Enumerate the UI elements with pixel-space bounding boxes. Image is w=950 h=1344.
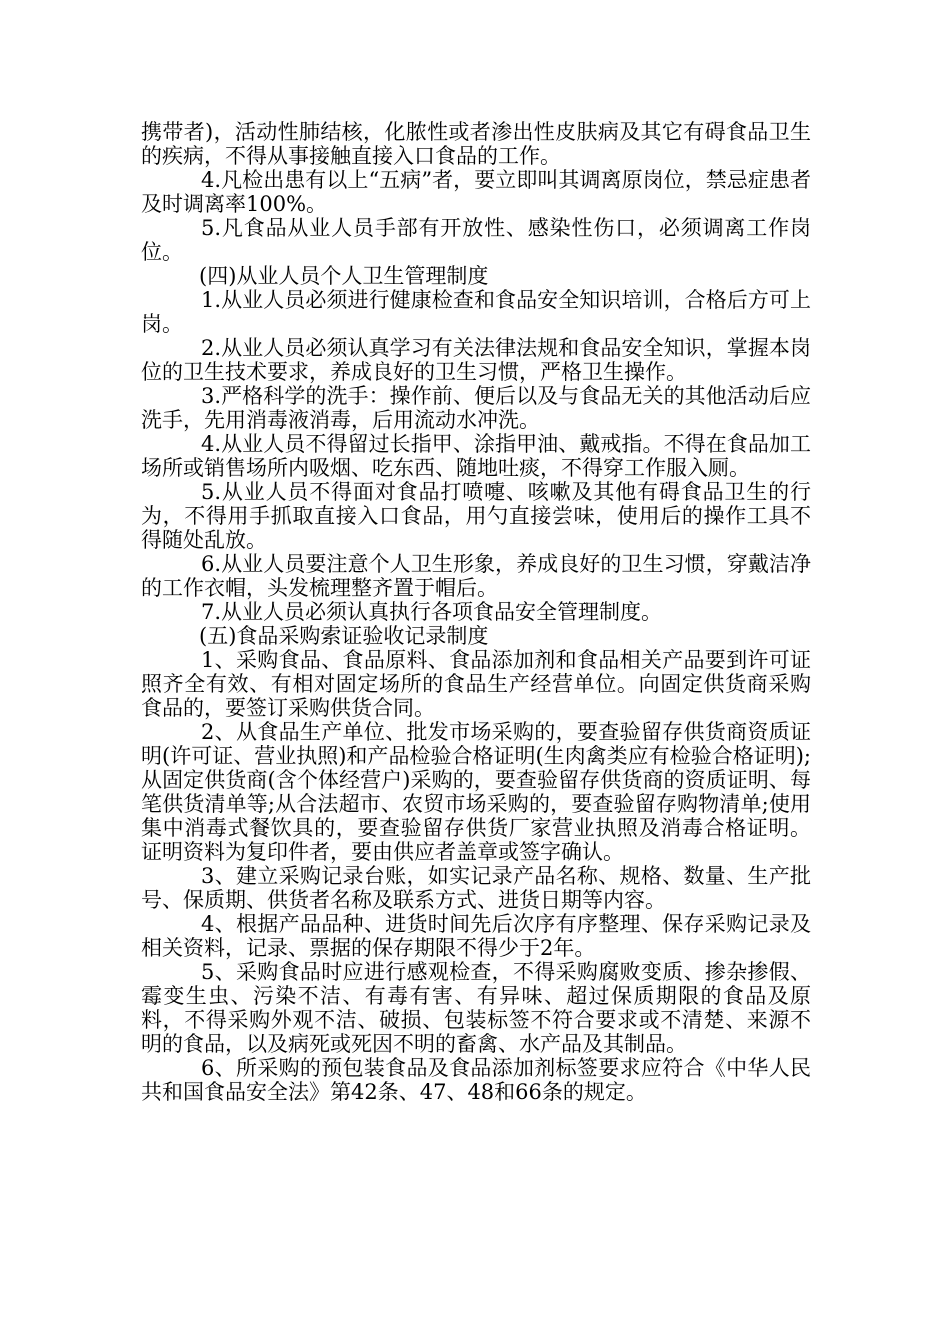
paragraph-item: 6、所采购的预包装食品及食品添加剂标签要求应符合《中华人民共和国食品安全法》第42条、47、48和66条的规定。 <box>141 1056 811 1104</box>
document-page <box>141 120 811 1104</box>
paragraph-item: 5.从业人员不得面对食品打喷嚏、咳嗽及其他有碍食品卫生的行为，不得用手抓取直接入口食品，用勺直接尝味，使用后的操作工具不得随处乱放。 <box>141 480 811 552</box>
paragraph-item: 1.从业人员必须进行健康检查和食品安全知识培训，合格后方可上岗。 <box>141 288 811 336</box>
paragraph-item: 5.凡食品从业人员手部有开放性、感染性伤口，必须调离工作岗位。 <box>141 216 811 264</box>
paragraph-item: 2、从食品生产单位、批发市场采购的，要查验留存供货商资质证明(许可证、营业执照)和产品检验合格证明(生肉禽类应有检验合格证明);从固定供货商(含个体经营户)采购的，要查验留存供货商的资质证明、每笔供货清单等;从合法超市、农贸市场采购的，要查验留存购物清单;使用集中消毒式餐饮具的，要查验留存供货厂家营业执照及消毒合格证明。证明资料为复印件者，要由供应者盖章或签字确认。 <box>141 720 811 864</box>
section-heading: (四)从业人员个人卫生管理制度 <box>199 264 489 288</box>
paragraph-item: 2.从业人员必须认真学习有关法律法规和食品安全知识，掌握本岗位的卫生技术要求，养成良好的卫生习惯，严格卫生操作。 <box>141 336 811 384</box>
paragraph-item: 7.从业人员必须认真执行各项食品安全管理制度。 <box>201 600 663 624</box>
paragraph-continuation: 携带者)，活动性肺结核，化脓性或者渗出性皮肤病及其它有碍食品卫生的疾病，不得从事接触直接入口食品的工作。 <box>141 120 811 168</box>
section-heading: (五)食品采购索证验收记录制度 <box>199 624 489 648</box>
paragraph-item: 4.从业人员不得留过长指甲、涂指甲油、戴戒指。不得在食品加工场所或销售场所内吸烟、吃东西、随地吐痰，不得穿工作服入厕。 <box>141 432 811 480</box>
paragraph-item: 6.从业人员要注意个人卫生形象，养成良好的卫生习惯，穿戴洁净的工作衣帽，头发梳理整齐置于帽后。 <box>141 552 811 600</box>
paragraph-item: 4.凡检出患有以上“五病”者，要立即叫其调离原岗位，禁忌症患者及时调离率100%。 <box>141 168 811 216</box>
paragraph-item: 3.严格科学的洗手：操作前、便后以及与食品无关的其他活动后应洗手，先用消毒液消毒，后用流动水冲洗。 <box>141 384 811 432</box>
paragraph-item: 3、建立采购记录台账，如实记录产品名称、规格、数量、生产批号、保质期、供货者名称及联系方式、进货日期等内容。 <box>141 864 811 912</box>
paragraph-item: 1、采购食品、食品原料、食品添加剂和食品相关产品要到许可证照齐全有效、有相对固定场所的食品生产经营单位。向固定供货商采购食品的，要签订采购供货合同。 <box>141 648 811 720</box>
paragraph-item: 5、采购食品时应进行感观检查，不得采购腐败变质、掺杂掺假、霉变生虫、污染不洁、有毒有害、有异味、超过保质期限的食品及原料，不得采购外观不洁、破损、包装标签不符合要求或不清楚、来源不明的食品，以及病死或死因不明的畜禽、水产品及其制品。 <box>141 960 811 1056</box>
paragraph-item: 4、根据产品品种、进货时间先后次序有序整理、保存采购记录及相关资料，记录、票据的保存期限不得少于2年。 <box>141 912 811 960</box>
